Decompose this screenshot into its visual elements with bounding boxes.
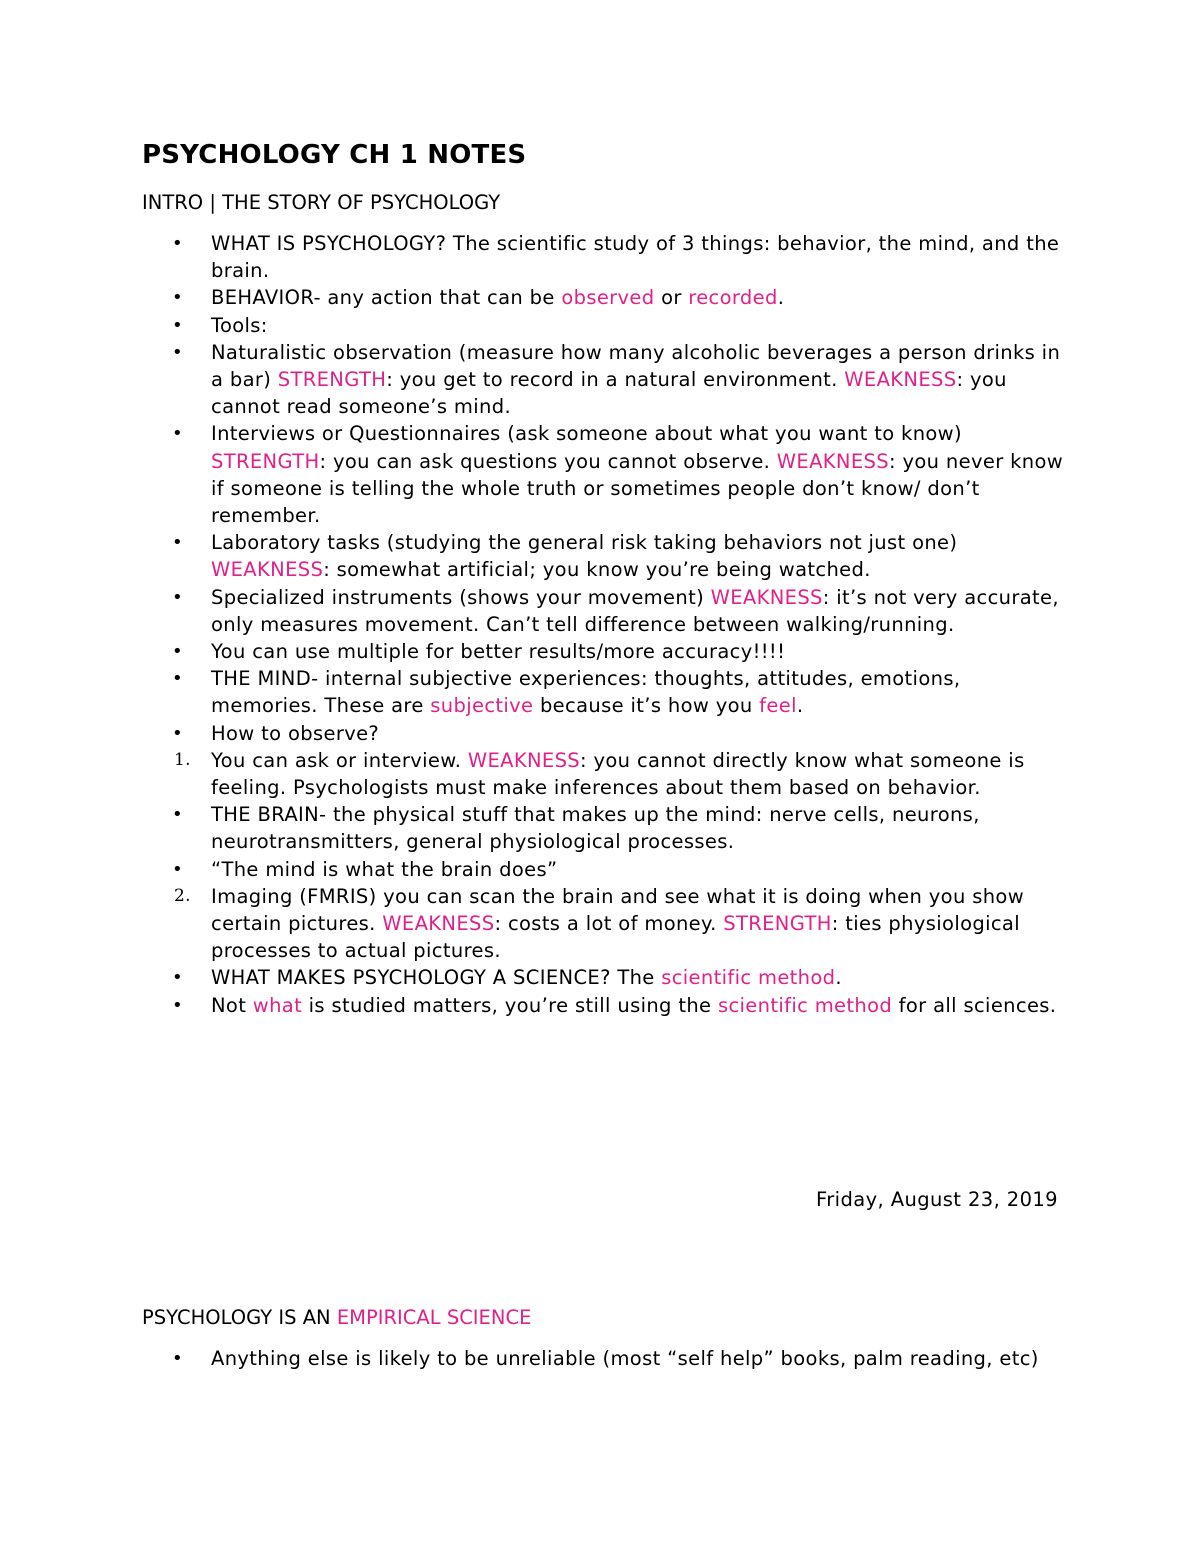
list-number: 1. bbox=[174, 749, 191, 770]
bullet-icon: • bbox=[172, 287, 183, 309]
note-text: : you can ask questions you cannot observe. bbox=[319, 449, 777, 473]
note-text: : somewhat artificial; you know you’re being watched. bbox=[323, 558, 871, 582]
list-item bbox=[142, 230, 1072, 284]
note-text: Interviews or Questionnaires (ask someone about what you want to know) bbox=[211, 422, 962, 446]
highlighted-term: what bbox=[252, 993, 303, 1017]
note-text: Specialized instruments (shows your movement) bbox=[211, 585, 711, 609]
note-text: : you cannot read someone’s mind. bbox=[211, 368, 1007, 419]
bullet-icon: • bbox=[172, 668, 183, 690]
intro-notes-list bbox=[142, 230, 1072, 1019]
highlighted-term: WEAKNESS bbox=[776, 449, 889, 473]
bullet-icon: • bbox=[172, 532, 183, 554]
note-text: BEHAVIOR- any action that can be bbox=[211, 286, 562, 310]
bullet-icon: • bbox=[172, 314, 183, 336]
note-text: WHAT IS PSYCHOLOGY? The scientific study of 3 things: behavior, the mind, and the brain. bbox=[211, 232, 1060, 283]
list-item bbox=[142, 529, 1072, 583]
bullet-icon: • bbox=[172, 641, 183, 663]
highlighted-term: WEAKNESS bbox=[844, 368, 957, 392]
note-text: “The mind is what the brain does” bbox=[211, 857, 558, 881]
note-text: Anything else is likely to be unreliable (most “self help” books, palm reading, etc) bbox=[211, 1347, 1039, 1370]
highlighted-term: scientific method bbox=[661, 966, 836, 990]
note-text: is studied matters, you’re still using the bbox=[302, 993, 718, 1017]
bullet-icon: • bbox=[172, 967, 183, 989]
date-line: Friday, August 23, 2019 bbox=[816, 1188, 1058, 1211]
list-item bbox=[142, 339, 1072, 421]
note-text: How to observe? bbox=[211, 721, 380, 745]
note-text: THE BRAIN- the physical stuff that makes up the mind: nerve cells, neurons, neurotransmitters, general physiological processes. bbox=[211, 803, 980, 854]
bullet-icon: • bbox=[172, 722, 183, 744]
list-item bbox=[142, 720, 1072, 747]
highlighted-term: feel bbox=[759, 694, 797, 718]
bullet-icon: • bbox=[172, 233, 183, 254]
highlighted-term: subjective bbox=[430, 694, 534, 718]
note-text: . bbox=[835, 966, 842, 990]
note-text: for all sciences. bbox=[892, 993, 1057, 1017]
list-item bbox=[142, 284, 1072, 311]
list-item bbox=[142, 420, 1072, 529]
list-item bbox=[142, 584, 1072, 638]
note-text: Naturalistic observation (measure how many alcoholic beverages a person drinks in a bar) bbox=[211, 340, 1061, 392]
note-text: You can ask or interview. bbox=[211, 748, 468, 772]
note-text: WHAT MAKES PSYCHOLOGY A SCIENCE? The bbox=[211, 966, 662, 990]
section-heading-text: PSYCHOLOGY IS AN bbox=[142, 1306, 337, 1329]
note-text: Tools: bbox=[211, 313, 268, 337]
list-item bbox=[142, 1345, 1072, 1372]
note-text: or bbox=[654, 286, 689, 310]
note-text: Not bbox=[211, 993, 253, 1017]
highlighted-term: STRENGTH bbox=[211, 449, 320, 473]
note-text: : ties physiological processes to actual pictures. bbox=[211, 912, 1021, 963]
section-heading-highlight: EMPIRICAL SCIENCE bbox=[336, 1306, 532, 1329]
note-text: . bbox=[796, 694, 804, 718]
highlighted-term: WEAKNESS bbox=[382, 912, 495, 936]
bullet-icon: • bbox=[172, 804, 183, 826]
bullet-icon: • bbox=[172, 994, 183, 1016]
list-item bbox=[142, 964, 1072, 991]
highlighted-term: recorded bbox=[688, 286, 778, 310]
bullet-icon: • bbox=[172, 858, 183, 880]
note-text: : you cannot directly know what someone is feeling. Psychologists must make inferences about them based on behavior. bbox=[211, 748, 1025, 800]
bullet-icon: • bbox=[172, 341, 183, 363]
list-number: 2. bbox=[174, 885, 191, 906]
list-item bbox=[142, 665, 1072, 719]
note-text: You can use multiple for better results/more accuracy!!!! bbox=[211, 640, 786, 664]
highlighted-term: WEAKNESS bbox=[710, 585, 823, 609]
note-text: : costs a lot of money. bbox=[494, 912, 724, 936]
list-item bbox=[142, 883, 1072, 965]
note-text: : you get to record in a natural environment. bbox=[386, 368, 845, 392]
note-text: THE MIND- internal subjective experiences: thoughts, attitudes, emotions, memories. These are bbox=[211, 667, 961, 718]
section-heading-empirical bbox=[142, 1306, 531, 1329]
highlighted-term: scientific method bbox=[717, 993, 893, 1017]
note-text: Laboratory tasks (studying the general risk taking behaviors not just one) bbox=[211, 531, 958, 555]
highlighted-term: WEAKNESS bbox=[211, 558, 324, 582]
page-title: PSYCHOLOGY CH 1 NOTES bbox=[142, 140, 527, 170]
list-item bbox=[142, 312, 1072, 339]
note-text: : you never know if someone is telling the whole truth or sometimes people don’t know/ don’t remember. bbox=[211, 449, 1064, 528]
empirical-notes-list bbox=[142, 1345, 1072, 1372]
bullet-icon: • bbox=[172, 1348, 183, 1369]
note-text: . bbox=[777, 286, 785, 310]
list-item bbox=[142, 638, 1072, 665]
bullet-icon: • bbox=[172, 586, 183, 608]
list-item bbox=[142, 856, 1072, 883]
highlighted-term: observed bbox=[561, 286, 655, 310]
highlighted-term: WEAKNESS bbox=[467, 748, 581, 772]
highlighted-term: STRENGTH bbox=[277, 368, 387, 392]
bullet-icon: • bbox=[172, 423, 183, 445]
note-text: : it’s not very accurate, only measures movement. Can’t tell difference between walking/running. bbox=[211, 585, 1059, 636]
highlighted-term: STRENGTH bbox=[723, 912, 832, 936]
list-item bbox=[142, 801, 1072, 855]
list-item bbox=[142, 747, 1072, 801]
note-text: Imaging (FMRIS) you can scan the brain and see what it is doing when you show certain pictures. bbox=[211, 884, 1024, 936]
list-item bbox=[142, 992, 1072, 1019]
section-heading-intro: INTRO | THE STORY OF PSYCHOLOGY bbox=[142, 191, 501, 214]
note-text: because it’s how you bbox=[533, 694, 760, 718]
